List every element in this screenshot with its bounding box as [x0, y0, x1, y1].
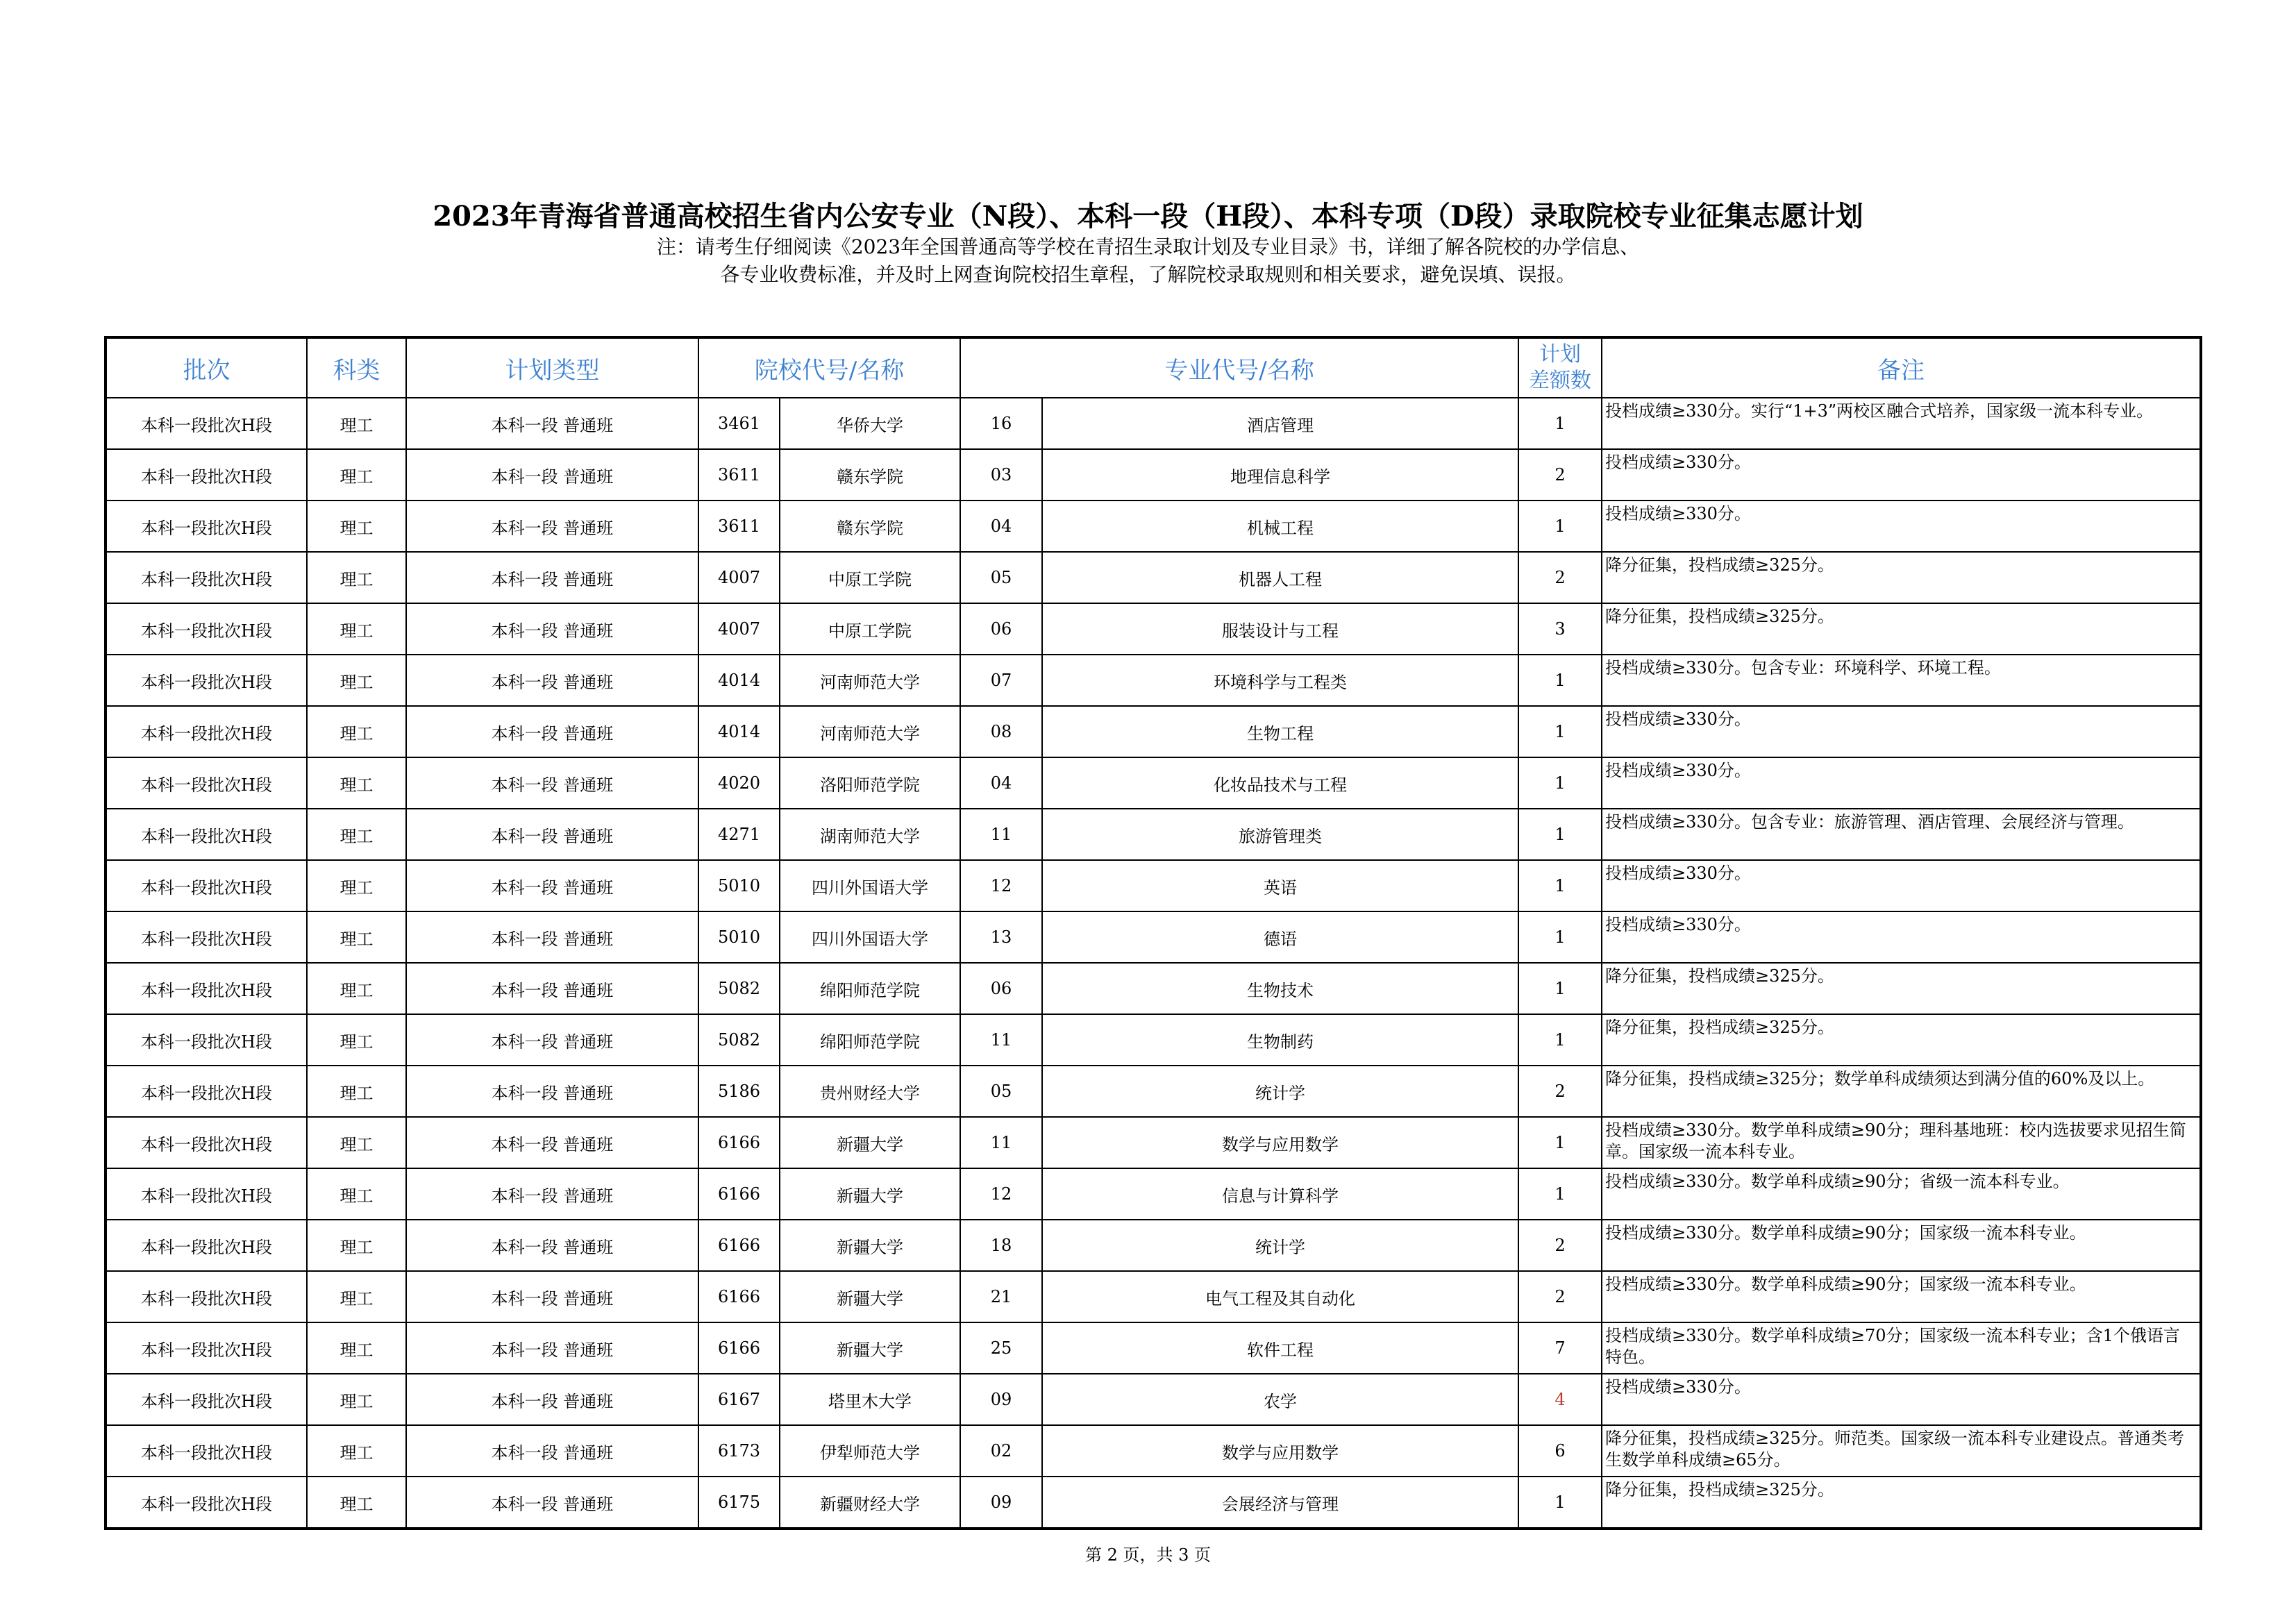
category-cell: 理工: [307, 1374, 406, 1425]
table-row: [106, 757, 2201, 809]
category-cell: 理工: [307, 603, 406, 655]
batch-cell: 本科一段批次H段: [106, 449, 307, 501]
major-code-cell: 13: [960, 911, 1042, 963]
school-name-cell: 河南师范大学: [780, 655, 960, 706]
plan-type-cell: 本科一段 普通班: [406, 706, 698, 757]
plan-count-cell: 1: [1518, 809, 1602, 860]
table-row: [106, 1271, 2201, 1322]
batch-cell: 本科一段批次H段: [106, 1271, 307, 1322]
plan-type-cell: 本科一段 普通班: [406, 501, 698, 552]
admission-plan-table: [104, 336, 2202, 1530]
page-title: 2023年青海省普通高校招生省内公安专业（N段）、本科一段（H段）、本科专项（D段）录取院校专业征集志愿计划: [433, 200, 1863, 233]
school-code-cell: 5010: [698, 860, 780, 911]
table-row: [106, 603, 2201, 655]
remark-cell: 投档成绩≥330分。: [1602, 911, 2201, 963]
plan-count-cell: 1: [1518, 1014, 1602, 1066]
major-name-cell: 会展经济与管理: [1042, 1477, 1518, 1529]
plan-count-cell: 1: [1518, 1477, 1602, 1529]
remark-cell: 降分征集，投档成绩≥325分。: [1602, 552, 2201, 603]
remark-cell: 投档成绩≥330分。实行“1+3”两校区融合式培养，国家级一流本科专业。: [1602, 398, 2201, 449]
plan-type-cell: 本科一段 普通班: [406, 1271, 698, 1322]
major-code-cell: 03: [960, 449, 1042, 501]
page-footer: 第 2 页，共 3 页: [1084, 1545, 1212, 1565]
major-name-cell: 环境科学与工程类: [1042, 655, 1518, 706]
school-name-cell: 中原工学院: [780, 552, 960, 603]
table-row: [106, 1220, 2201, 1271]
school-name-cell: 新疆大学: [780, 1322, 960, 1374]
batch-cell: 本科一段批次H段: [106, 911, 307, 963]
remark-cell: 投档成绩≥330分。包含专业：旅游管理、酒店管理、会展经济与管理。: [1602, 809, 2201, 860]
school-code-cell: 4020: [698, 757, 780, 809]
category-cell: 理工: [307, 1425, 406, 1477]
major-code-cell: 11: [960, 809, 1042, 860]
plan-type-cell: 本科一段 普通班: [406, 1220, 698, 1271]
header-major: 专业代号/名称: [960, 337, 1518, 398]
school-code-cell: 5010: [698, 911, 780, 963]
remark-cell: 降分征集，投档成绩≥325分。: [1602, 603, 2201, 655]
major-name-cell: 生物制药: [1042, 1014, 1518, 1066]
remark-cell: 投档成绩≥330分。: [1602, 449, 2201, 501]
major-name-cell: 酒店管理: [1042, 398, 1518, 449]
school-code-cell: 3611: [698, 449, 780, 501]
remark-cell: 降分征集，投档成绩≥325分。: [1602, 1014, 2201, 1066]
school-name-cell: 绵阳师范学院: [780, 1014, 960, 1066]
school-name-cell: 伊犁师范大学: [780, 1425, 960, 1477]
school-code-cell: 6166: [698, 1271, 780, 1322]
table-row: [106, 552, 2201, 603]
school-code-cell: 6175: [698, 1477, 780, 1529]
remark-cell: 投档成绩≥330分。包含专业：环境科学、环境工程。: [1602, 655, 2201, 706]
school-name-cell: 四川外国语大学: [780, 860, 960, 911]
batch-cell: 本科一段批次H段: [106, 1322, 307, 1374]
header-plan-type: 计划类型: [406, 337, 698, 398]
school-code-cell: 6166: [698, 1220, 780, 1271]
remark-cell: 降分征集，投档成绩≥325分。: [1602, 1477, 2201, 1529]
header-batch: 批次: [106, 337, 307, 398]
category-cell: 理工: [307, 706, 406, 757]
plan-type-cell: 本科一段 普通班: [406, 398, 698, 449]
category-cell: 理工: [307, 911, 406, 963]
table-row: [106, 809, 2201, 860]
category-cell: 理工: [307, 757, 406, 809]
plan-type-cell: 本科一段 普通班: [406, 1014, 698, 1066]
category-cell: 理工: [307, 1220, 406, 1271]
major-name-cell: 生物技术: [1042, 963, 1518, 1014]
major-name-cell: 德语: [1042, 911, 1518, 963]
remark-cell: 投档成绩≥330分。: [1602, 501, 2201, 552]
plan-count-cell: 2: [1518, 1220, 1602, 1271]
major-code-cell: 08: [960, 706, 1042, 757]
major-name-cell: 统计学: [1042, 1066, 1518, 1117]
major-name-cell: 信息与计算科学: [1042, 1168, 1518, 1220]
major-code-cell: 09: [960, 1477, 1042, 1529]
plan-type-cell: 本科一段 普通班: [406, 860, 698, 911]
school-name-cell: 新疆财经大学: [780, 1477, 960, 1529]
plan-type-cell: 本科一段 普通班: [406, 1168, 698, 1220]
plan-type-cell: 本科一段 普通班: [406, 603, 698, 655]
batch-cell: 本科一段批次H段: [106, 963, 307, 1014]
header-school: 院校代号/名称: [698, 337, 960, 398]
category-cell: 理工: [307, 1117, 406, 1168]
plan-count-cell: 1: [1518, 398, 1602, 449]
batch-cell: 本科一段批次H段: [106, 1425, 307, 1477]
batch-cell: 本科一段批次H段: [106, 552, 307, 603]
major-code-cell: 21: [960, 1271, 1042, 1322]
major-code-cell: 07: [960, 655, 1042, 706]
school-name-cell: 湖南师范大学: [780, 809, 960, 860]
plan-count-cell: 1: [1518, 706, 1602, 757]
remark-cell: 投档成绩≥330分。数学单科成绩≥90分；国家级一流本科专业。: [1602, 1220, 2201, 1271]
school-code-cell: 6173: [698, 1425, 780, 1477]
table-row: [106, 1374, 2201, 1425]
table-row: [106, 655, 2201, 706]
major-name-cell: 地理信息科学: [1042, 449, 1518, 501]
school-code-cell: 5082: [698, 963, 780, 1014]
plan-count-cell: 7: [1518, 1322, 1602, 1374]
remark-cell: 投档成绩≥330分。: [1602, 757, 2201, 809]
batch-cell: 本科一段批次H段: [106, 603, 307, 655]
table-row: [106, 1477, 2201, 1529]
school-code-cell: 3611: [698, 501, 780, 552]
plan-type-cell: 本科一段 普通班: [406, 552, 698, 603]
plan-count-cell: 1: [1518, 963, 1602, 1014]
batch-cell: 本科一段批次H段: [106, 1477, 307, 1529]
category-cell: 理工: [307, 398, 406, 449]
school-name-cell: 赣东学院: [780, 501, 960, 552]
remark-cell: 降分征集，投档成绩≥325分；数学单科成绩须达到满分值的60%及以上。: [1602, 1066, 2201, 1117]
plan-type-cell: 本科一段 普通班: [406, 809, 698, 860]
plan-count-cell: 1: [1518, 911, 1602, 963]
plan-type-cell: 本科一段 普通班: [406, 655, 698, 706]
major-name-cell: 电气工程及其自动化: [1042, 1271, 1518, 1322]
school-code-cell: 6166: [698, 1322, 780, 1374]
batch-cell: 本科一段批次H段: [106, 860, 307, 911]
school-code-cell: 4014: [698, 706, 780, 757]
major-code-cell: 16: [960, 398, 1042, 449]
school-name-cell: 华侨大学: [780, 398, 960, 449]
major-code-cell: 06: [960, 963, 1042, 1014]
batch-cell: 本科一段批次H段: [106, 398, 307, 449]
batch-cell: 本科一段批次H段: [106, 501, 307, 552]
remark-cell: 投档成绩≥330分。数学单科成绩≥70分；国家级一流本科专业；含1个俄语言特色。: [1602, 1322, 2201, 1374]
major-name-cell: 数学与应用数学: [1042, 1425, 1518, 1477]
major-name-cell: 机器人工程: [1042, 552, 1518, 603]
major-name-cell: 软件工程: [1042, 1322, 1518, 1374]
header-plan-count-line1: 计划: [1539, 342, 1581, 367]
header-category: 科类: [307, 337, 406, 398]
remark-cell: 投档成绩≥330分。数学单科成绩≥90分；国家级一流本科专业。: [1602, 1271, 2201, 1322]
category-cell: 理工: [307, 1322, 406, 1374]
table-row: [106, 860, 2201, 911]
category-cell: 理工: [307, 1477, 406, 1529]
category-cell: 理工: [307, 1014, 406, 1066]
school-code-cell: 4271: [698, 809, 780, 860]
header-remark: 备注: [1602, 337, 2201, 398]
remark-cell: 投档成绩≥330分。数学单科成绩≥90分；省级一流本科专业。: [1602, 1168, 2201, 1220]
category-cell: 理工: [307, 501, 406, 552]
category-cell: 理工: [307, 449, 406, 501]
school-name-cell: 新疆大学: [780, 1168, 960, 1220]
plan-type-cell: 本科一段 普通班: [406, 757, 698, 809]
school-name-cell: 新疆大学: [780, 1220, 960, 1271]
major-name-cell: 化妆品技术与工程: [1042, 757, 1518, 809]
school-code-cell: 5082: [698, 1014, 780, 1066]
category-cell: 理工: [307, 655, 406, 706]
major-code-cell: 18: [960, 1220, 1042, 1271]
plan-type-cell: 本科一段 普通班: [406, 449, 698, 501]
major-code-cell: 05: [960, 552, 1042, 603]
plan-count-cell: 1: [1518, 757, 1602, 809]
school-code-cell: 6167: [698, 1374, 780, 1425]
table-row: [106, 911, 2201, 963]
major-name-cell: 旅游管理类: [1042, 809, 1518, 860]
header-plan-count: [1518, 337, 1602, 398]
plan-type-cell: 本科一段 普通班: [406, 911, 698, 963]
major-code-cell: 12: [960, 1168, 1042, 1220]
major-code-cell: 12: [960, 860, 1042, 911]
table-row: [106, 1014, 2201, 1066]
table-row: [106, 501, 2201, 552]
category-cell: 理工: [307, 552, 406, 603]
batch-cell: 本科一段批次H段: [106, 1374, 307, 1425]
table-row: [106, 1117, 2201, 1168]
major-name-cell: 农学: [1042, 1374, 1518, 1425]
major-name-cell: 数学与应用数学: [1042, 1117, 1518, 1168]
major-code-cell: 06: [960, 603, 1042, 655]
plan-count-cell: 6: [1518, 1425, 1602, 1477]
category-cell: 理工: [307, 860, 406, 911]
plan-count-cell: 2: [1518, 1271, 1602, 1322]
plan-type-cell: 本科一段 普通班: [406, 1322, 698, 1374]
table-row: [106, 1425, 2201, 1477]
school-code-cell: 4007: [698, 603, 780, 655]
school-name-cell: 四川外国语大学: [780, 911, 960, 963]
plan-count-cell: 3: [1518, 603, 1602, 655]
batch-cell: 本科一段批次H段: [106, 757, 307, 809]
note-line-2: 各专业收费标准，并及时上网查询院校招生章程，了解院校录取规则和相关要求，避免误填、误报。: [720, 263, 1576, 286]
school-name-cell: 绵阳师范学院: [780, 963, 960, 1014]
batch-cell: 本科一段批次H段: [106, 706, 307, 757]
category-cell: 理工: [307, 1168, 406, 1220]
school-code-cell: 3461: [698, 398, 780, 449]
school-name-cell: 新疆大学: [780, 1117, 960, 1168]
table-body: [106, 398, 2201, 1529]
major-code-cell: 11: [960, 1117, 1042, 1168]
table-header-row: [106, 337, 2201, 398]
plan-count-cell: 1: [1518, 1168, 1602, 1220]
batch-cell: 本科一段批次H段: [106, 655, 307, 706]
school-code-cell: 5186: [698, 1066, 780, 1117]
plan-count-cell: 2: [1518, 1066, 1602, 1117]
batch-cell: 本科一段批次H段: [106, 1220, 307, 1271]
school-name-cell: 赣东学院: [780, 449, 960, 501]
major-code-cell: 02: [960, 1425, 1042, 1477]
remark-cell: 投档成绩≥330分。: [1602, 860, 2201, 911]
plan-count-cell: 1: [1518, 860, 1602, 911]
batch-cell: 本科一段批次H段: [106, 1066, 307, 1117]
plan-count-cell: 1: [1518, 501, 1602, 552]
remark-cell: 投档成绩≥330分。数学单科成绩≥90分；理科基地班：校内选拔要求见招生简章。国家级一流本科专业。: [1602, 1117, 2201, 1168]
batch-cell: 本科一段批次H段: [106, 1117, 307, 1168]
plan-count-cell: 1: [1518, 655, 1602, 706]
school-code-cell: 4014: [698, 655, 780, 706]
plan-type-cell: 本科一段 普通班: [406, 963, 698, 1014]
plan-type-cell: 本科一段 普通班: [406, 1374, 698, 1425]
major-code-cell: 25: [960, 1322, 1042, 1374]
school-name-cell: 中原工学院: [780, 603, 960, 655]
school-code-cell: 4007: [698, 552, 780, 603]
header-plan-count-line2: 差额数: [1529, 369, 1591, 393]
remark-cell: 投档成绩≥330分。: [1602, 1374, 2201, 1425]
major-code-cell: 11: [960, 1014, 1042, 1066]
remark-cell: 降分征集，投档成绩≥325分。师范类。国家级一流本科专业建设点。普通类考生数学单科成绩≥65分。: [1602, 1425, 2201, 1477]
school-name-cell: 洛阳师范学院: [780, 757, 960, 809]
plan-type-cell: 本科一段 普通班: [406, 1425, 698, 1477]
remark-cell: 降分征集，投档成绩≥325分。: [1602, 963, 2201, 1014]
table-row: [106, 706, 2201, 757]
batch-cell: 本科一段批次H段: [106, 1168, 307, 1220]
major-name-cell: 统计学: [1042, 1220, 1518, 1271]
remark-cell: 投档成绩≥330分。: [1602, 706, 2201, 757]
batch-cell: 本科一段批次H段: [106, 1014, 307, 1066]
plan-count-cell: 2: [1518, 552, 1602, 603]
major-name-cell: 机械工程: [1042, 501, 1518, 552]
table-row: [106, 1168, 2201, 1220]
major-code-cell: 04: [960, 757, 1042, 809]
table-row: [106, 398, 2201, 449]
school-code-cell: 6166: [698, 1168, 780, 1220]
major-name-cell: 生物工程: [1042, 706, 1518, 757]
table-row: [106, 1322, 2201, 1374]
plan-count-cell: 1: [1518, 1117, 1602, 1168]
school-name-cell: 塔里木大学: [780, 1374, 960, 1425]
note-line-1: 注：请考生仔细阅读《2023年全国普通高等学校在青招生录取计划及专业目录》书，详细了解各院校的办学信息、: [656, 235, 1640, 258]
major-code-cell: 09: [960, 1374, 1042, 1425]
major-name-cell: 英语: [1042, 860, 1518, 911]
school-code-cell: 6166: [698, 1117, 780, 1168]
plan-count-cell: 2: [1518, 449, 1602, 501]
batch-cell: 本科一段批次H段: [106, 809, 307, 860]
school-name-cell: 河南师范大学: [780, 706, 960, 757]
table-row: [106, 449, 2201, 501]
major-code-cell: 05: [960, 1066, 1042, 1117]
category-cell: 理工: [307, 1066, 406, 1117]
table-row: [106, 963, 2201, 1014]
category-cell: 理工: [307, 1271, 406, 1322]
school-name-cell: 新疆大学: [780, 1271, 960, 1322]
plan-type-cell: 本科一段 普通班: [406, 1477, 698, 1529]
major-code-cell: 04: [960, 501, 1042, 552]
school-name-cell: 贵州财经大学: [780, 1066, 960, 1117]
category-cell: 理工: [307, 809, 406, 860]
category-cell: 理工: [307, 963, 406, 1014]
plan-type-cell: 本科一段 普通班: [406, 1066, 698, 1117]
table-row: [106, 1066, 2201, 1117]
plan-count-cell: 4: [1518, 1374, 1602, 1425]
major-name-cell: 服装设计与工程: [1042, 603, 1518, 655]
plan-type-cell: 本科一段 普通班: [406, 1117, 698, 1168]
